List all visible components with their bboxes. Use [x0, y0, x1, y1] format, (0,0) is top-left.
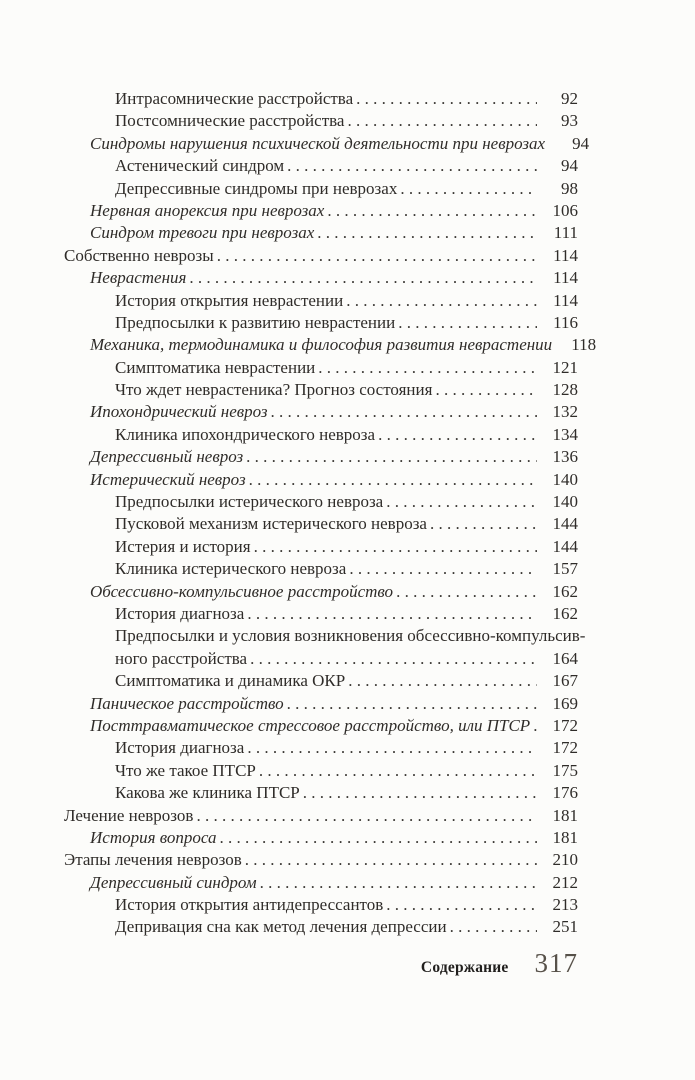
- toc-entry: [64, 290, 578, 312]
- footer-page-number: 317: [534, 948, 578, 978]
- toc-entry-title: Истерия и история: [115, 536, 251, 556]
- toc-entry-title: История вопроса: [90, 827, 217, 847]
- toc-entry-page: 212: [552, 872, 578, 892]
- toc-entry: [64, 648, 578, 670]
- toc-entry: [64, 693, 578, 715]
- toc-entry: [64, 782, 578, 804]
- toc-entry-title: Предпосылки и условия возникновения обсессивно-компульсив-: [115, 626, 586, 646]
- dot-leader: [303, 782, 537, 804]
- toc-entry-title: Ипохондрический невроз: [90, 402, 268, 422]
- dot-leader: [450, 916, 537, 938]
- toc-entry-title: Что ждет неврастеника? Прогноз состояния: [115, 380, 433, 400]
- toc-entry: [64, 872, 578, 894]
- toc-entry: [64, 715, 578, 737]
- toc-entry-page: 116: [553, 312, 578, 332]
- page-footer: [64, 948, 578, 979]
- toc-entry-page: 94: [561, 156, 578, 176]
- toc-entry-title: Какова же клиника ПТСР: [115, 783, 300, 803]
- toc-entry: [64, 357, 578, 379]
- toc-entry: [64, 110, 578, 132]
- toc-entry-title: Этапы лечения неврозов: [64, 850, 242, 870]
- dot-leader: [271, 401, 537, 423]
- toc-entry-page: 162: [552, 603, 578, 623]
- toc-entry-title: Симптоматика и динамика ОКР: [115, 671, 346, 691]
- toc-entry-page: 162: [552, 581, 578, 601]
- toc-list: [64, 88, 597, 939]
- toc-entry: [64, 737, 578, 759]
- toc-entry-title: Интрасомнические расстройства: [115, 89, 354, 108]
- dot-leader: [220, 827, 537, 849]
- footer-section-label: Содержание: [420, 959, 509, 976]
- dot-leader: [327, 200, 537, 222]
- toc-entry-page: 181: [552, 827, 578, 847]
- toc-entry: [64, 536, 578, 558]
- dot-leader: [318, 357, 537, 379]
- toc-entry: [64, 805, 578, 827]
- toc-entry: [64, 155, 578, 177]
- dot-leader: [347, 110, 537, 132]
- toc-entry: [64, 625, 586, 647]
- toc-entry-page: 140: [552, 469, 578, 489]
- toc-entry-page: 175: [552, 760, 578, 780]
- toc-entry-title: Лечение неврозов: [64, 805, 194, 825]
- toc-entry-page: 136: [552, 447, 578, 467]
- dot-leader: [189, 267, 537, 289]
- toc-entry: [64, 312, 578, 334]
- toc-entry-page: 144: [552, 514, 578, 534]
- dot-leader: [435, 379, 537, 401]
- toc-entry-title: Предпосылки к развитию неврастении: [115, 312, 396, 332]
- toc-entry-title: Пусковой механизм истерического невроза: [115, 514, 427, 534]
- toc-entry-title: История открытия неврастении: [115, 290, 344, 310]
- toc-entry-page: 114: [553, 290, 578, 310]
- toc-entry: [64, 894, 578, 916]
- toc-entry-page: 111: [553, 223, 578, 243]
- toc-entry-title: Истерический невроз: [90, 469, 246, 489]
- toc-entry-title: Депрессивный невроз: [90, 447, 244, 467]
- toc-entry-page: 94: [572, 133, 590, 153]
- dot-leader: [250, 648, 537, 670]
- toc-entry-title: Клиника ипохондрического невроза: [115, 424, 376, 444]
- toc-entry-title: ного расстройства: [115, 648, 248, 668]
- toc-entry-page: 121: [552, 357, 578, 377]
- toc-entry: [64, 200, 578, 222]
- toc-entry-page: 132: [552, 402, 578, 422]
- toc-entry-page: 251: [552, 917, 578, 937]
- toc-entry-page: 167: [552, 671, 578, 691]
- toc-entry: [64, 760, 578, 782]
- toc-entry-page: 98: [561, 178, 578, 198]
- dot-leader: [254, 536, 537, 558]
- toc-entry-title: Синдром тревоги при неврозах: [90, 223, 315, 243]
- toc-entry-page: 164: [552, 648, 578, 668]
- dot-leader: [386, 894, 537, 916]
- toc-entry-page: 169: [552, 693, 578, 713]
- toc-entry-title: Механика, термодинамика и философия развития неврастении: [90, 335, 553, 355]
- dot-leader: [247, 737, 537, 759]
- toc-entry-title: Что же такое ПТСР: [115, 760, 256, 780]
- toc-entry-page: 213: [552, 895, 578, 915]
- toc-entry: [64, 603, 578, 625]
- toc-entry: [64, 849, 578, 871]
- toc-entry-title: История открытия антидепрессантов: [115, 895, 384, 915]
- dot-leader: [396, 581, 537, 603]
- toc-entry: [64, 581, 578, 603]
- dot-leader: [246, 446, 537, 468]
- dot-leader: [217, 245, 537, 267]
- dot-leader: [247, 603, 537, 625]
- dot-leader: [386, 491, 537, 513]
- toc-entry-title: Неврастения: [90, 268, 187, 288]
- toc-entry: [64, 401, 578, 423]
- toc-entry-page: 128: [552, 380, 578, 400]
- toc-entry-page: 140: [552, 492, 578, 512]
- toc-entry-page: 144: [552, 536, 578, 556]
- toc-entry-title: Предпосылки истерического невроза: [115, 492, 384, 512]
- toc-entry-title: Синдромы нарушения психической деятельности при неврозах: [90, 133, 546, 153]
- toc-entry: [64, 379, 578, 401]
- toc-entry-title: Паническое расстройство: [90, 693, 284, 713]
- dot-leader: [287, 693, 537, 715]
- toc-entry: [64, 222, 578, 244]
- toc-entry: [64, 267, 578, 289]
- toc-entry: [64, 916, 578, 938]
- toc-entry-title: Депрессивные синдромы при неврозах: [115, 178, 398, 198]
- toc-entry-title: Депрессивный синдром: [90, 872, 257, 892]
- toc-entry-page: 157: [552, 559, 578, 579]
- dot-leader: [287, 155, 537, 177]
- toc-entry: [64, 670, 578, 692]
- toc-entry-page: 114: [553, 245, 578, 265]
- dot-leader: [348, 670, 537, 692]
- toc-entry: [64, 88, 578, 110]
- toc-entry: [64, 491, 578, 513]
- toc-entry-page: 114: [553, 268, 578, 288]
- dot-leader: [245, 849, 537, 871]
- toc-entry-title: Астенический синдром: [115, 156, 285, 176]
- toc-entry-title: История диагноза: [115, 738, 245, 758]
- toc-entry-title: Нервная анорексия при неврозах: [90, 200, 325, 220]
- toc-entry-title: Постсомнические расстройства: [115, 111, 345, 131]
- toc-entry-title: Депривация сна как метод лечения депрессии: [115, 917, 447, 937]
- dot-leader: [356, 88, 537, 110]
- toc-entry-page: 172: [552, 738, 578, 758]
- dot-leader: [196, 805, 537, 827]
- dot-leader: [430, 513, 537, 535]
- toc-entry-page: 118: [571, 335, 597, 355]
- toc-entry-title: Симптоматика неврастении: [115, 357, 316, 377]
- toc-entry: [64, 178, 578, 200]
- toc-entry: [64, 133, 590, 155]
- toc-entry: [64, 245, 578, 267]
- toc-entry-page: 106: [552, 200, 578, 220]
- dot-leader: [346, 290, 537, 312]
- toc-entry: [64, 558, 578, 580]
- toc-entry-page: 93: [561, 111, 578, 131]
- toc-entry-page: 172: [552, 715, 578, 735]
- toc-entry-page: 176: [552, 783, 578, 803]
- toc-entry: [64, 446, 578, 468]
- toc-entry-title: Обсессивно-компульсивное расстройство: [90, 581, 394, 601]
- toc-entry-page: 92: [561, 89, 578, 108]
- dot-leader: [400, 178, 537, 200]
- dot-leader: [249, 469, 537, 491]
- toc-entry-page: 181: [552, 805, 578, 825]
- toc-entry-title: Посттравматическое стрессовое расстройство, или ПТСР: [90, 715, 531, 735]
- dot-leader: [259, 760, 537, 782]
- dot-leader: [349, 558, 537, 580]
- toc-entry-title: Клиника истерического невроза: [115, 559, 347, 579]
- dot-leader: [398, 312, 537, 334]
- toc-entry-title: Собственно неврозы: [64, 245, 214, 265]
- toc-entry: [64, 513, 578, 535]
- toc-entry: [64, 469, 578, 491]
- dot-leader: [378, 424, 537, 446]
- toc-entry: [64, 827, 578, 849]
- toc-entry-title: История диагноза: [115, 603, 245, 623]
- toc-entry-page: 210: [552, 850, 578, 870]
- toc-entry-page: 134: [552, 424, 578, 444]
- toc-entry: [64, 424, 578, 446]
- toc-entry: [64, 334, 597, 356]
- dot-leader: [260, 872, 537, 894]
- dot-leader: [317, 222, 537, 244]
